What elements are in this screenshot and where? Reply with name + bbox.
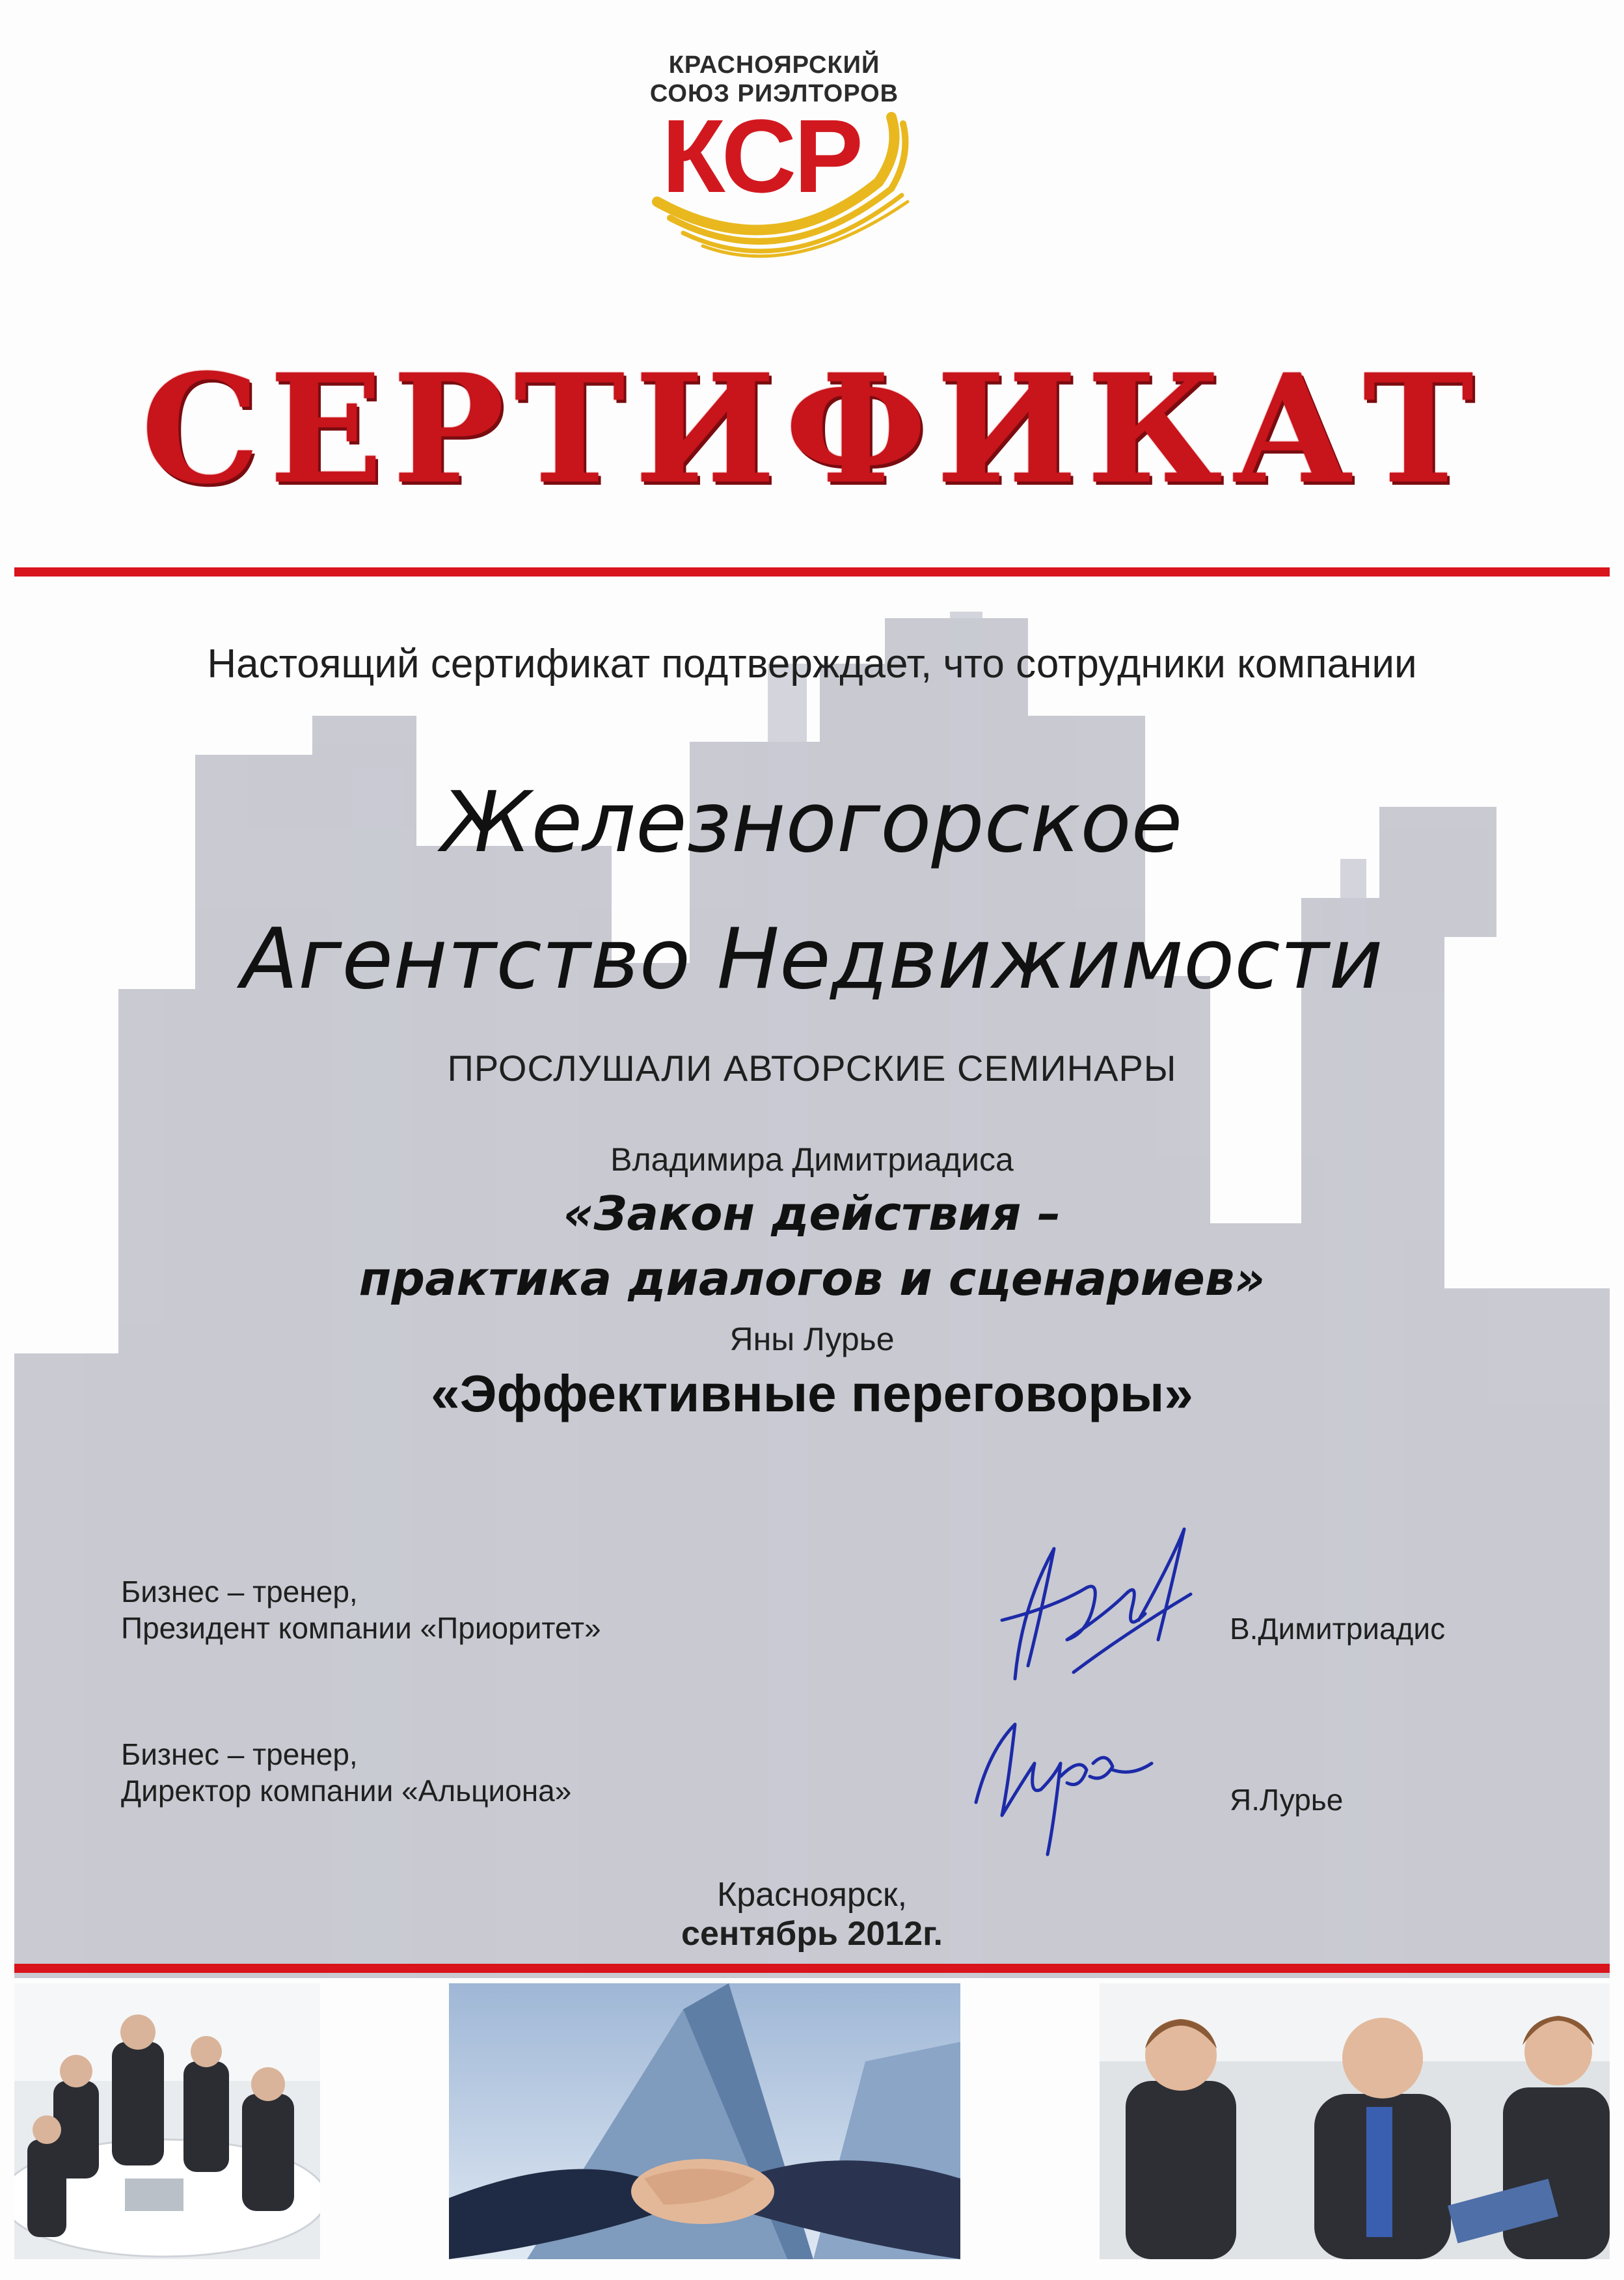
signer-2-name: Я.Лурье xyxy=(1230,1783,1344,1817)
signer-1-name: В.Димитриадис xyxy=(1230,1612,1446,1646)
signer-1-role xyxy=(121,1573,601,1646)
logo-line-1: КРАСНОЯРСКИЙ xyxy=(668,51,880,79)
seminar-1-title-line-2: практика диалогов и сценариев» xyxy=(359,1251,1265,1306)
seminar-1-title-line-1: «Закон действия – xyxy=(563,1186,1061,1241)
company-name-line-2: Агентство Недвижимости xyxy=(241,911,1383,1008)
place-text: Красноярск, xyxy=(716,1876,908,1914)
signature-lurie xyxy=(963,1705,1158,1867)
photo-team-discussion xyxy=(1100,1983,1610,2259)
company-name-line-1: Железногорское xyxy=(441,774,1183,871)
date-text: сентябрь 2012г. xyxy=(681,1915,943,1953)
signer-2-role-line-1: Бизнес – тренер, xyxy=(121,1737,358,1771)
logo-line-2: СОЮЗ РИЭЛТОРОВ xyxy=(649,80,899,107)
logo-letters: КСР xyxy=(662,98,861,214)
seminar-1-author: Владимира Димитриадиса xyxy=(610,1141,1014,1178)
signer-2-role xyxy=(121,1736,571,1809)
signer-1-role-line-1: Бизнес – тренер, xyxy=(121,1575,358,1608)
seminar-2-author: Яны Лурье xyxy=(729,1321,895,1357)
bottom-red-rule xyxy=(14,1964,1610,1973)
listened-seminars-text: ПРОСЛУШАЛИ АВТОРСКИЕ СЕМИНАРЫ xyxy=(447,1048,1177,1089)
intro-text: Настоящий сертификат подтверждает, что сотрудники компании xyxy=(207,642,1417,686)
top-red-rule xyxy=(14,567,1610,577)
photo-business-meeting xyxy=(14,1983,320,2259)
signature-dimitriadis xyxy=(976,1510,1210,1705)
photo-handshake xyxy=(449,1983,960,2259)
seminar-2-title: «Эффективные переговоры» xyxy=(431,1364,1193,1422)
signer-1-role-line-2: Президент компании «Приоритет» xyxy=(121,1611,601,1645)
certificate-title: СЕРТИФИКАТ xyxy=(141,342,1483,517)
signer-2-role-line-2: Директор компании «Альциона» xyxy=(121,1774,572,1808)
